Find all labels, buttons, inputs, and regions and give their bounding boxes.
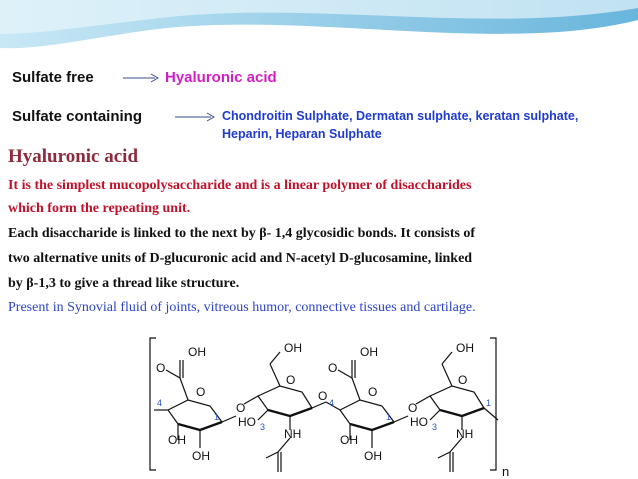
label-oh: OH [284,341,302,355]
label-link-o: O [408,401,418,415]
label-link-o: O [318,389,328,403]
label-ring-o: O [458,373,468,387]
carbon-1-label: 1 [386,412,392,422]
sulfate-free-label: Sulfate free [12,69,94,86]
label-oh: OH [340,433,358,447]
label-oh: OH [456,341,474,355]
label-ho: HO [410,415,428,429]
label-nh: NH [456,427,474,441]
description-blue-line: Present in Synovial fluid of joints, vitreous humor, connective tissues and cartilage. [8,300,476,315]
label-ring-o: O [368,385,378,399]
label-oh: OH [168,433,186,447]
label-link-o: O [236,401,246,415]
label-o: O [156,361,166,375]
description-black-line-1: Each disaccharide is linked to the next by β- 1,4 glycosidic bonds. It consists of [8,226,476,241]
description-black-line-2: two alternative units of D-glucuronic acid and N-acetyl D-glucosamine, linked [8,251,473,266]
carbon-3-label: 3 [260,422,266,432]
hyaluronic-acid-structure-diagram [140,330,520,479]
label-oh: OH [192,449,210,463]
repeat-n-label: n [502,464,510,479]
label-ho: HO [238,415,256,429]
description-black-line-3: by β-1,3 to give a thread like structure. [8,276,240,291]
label-nh: NH [284,427,302,441]
label-ring-o: O [196,385,206,399]
hyaluronic-acid-target: Hyaluronic acid [165,69,277,86]
header-wave-decoration [0,0,638,62]
label-oh: OH [360,345,378,359]
label-oh: OH [364,449,382,463]
arrow-right-icon [122,73,160,83]
targets-line-2: Heparin, Heparan Sulphate [222,127,382,141]
label-ring-o: O [286,373,296,387]
section-heading: Hyaluronic acid [8,146,139,167]
description-red-line-1: It is the simplest mucopolysaccharide and is a linear polymer of disaccharides [8,178,472,193]
label-o: O [328,361,338,375]
carbon-4-label: 4 [157,398,163,408]
carbon-1-label: 1 [214,412,220,422]
carbon-4-label: 4 [329,398,335,408]
description-red-line-2: which form the repeating unit. [8,201,191,216]
carbon-1-label: 1 [486,398,492,408]
targets-line-1: Chondroitin Sulphate, Dermatan sulphate, keratan sulphate, [222,109,579,123]
sulfate-containing-label: Sulfate containing [12,108,143,125]
sulfate-containing-targets [222,107,578,143]
label-oh: OH [188,345,206,359]
carbon-3-label: 3 [432,422,438,432]
arrow-right-icon [174,112,216,122]
